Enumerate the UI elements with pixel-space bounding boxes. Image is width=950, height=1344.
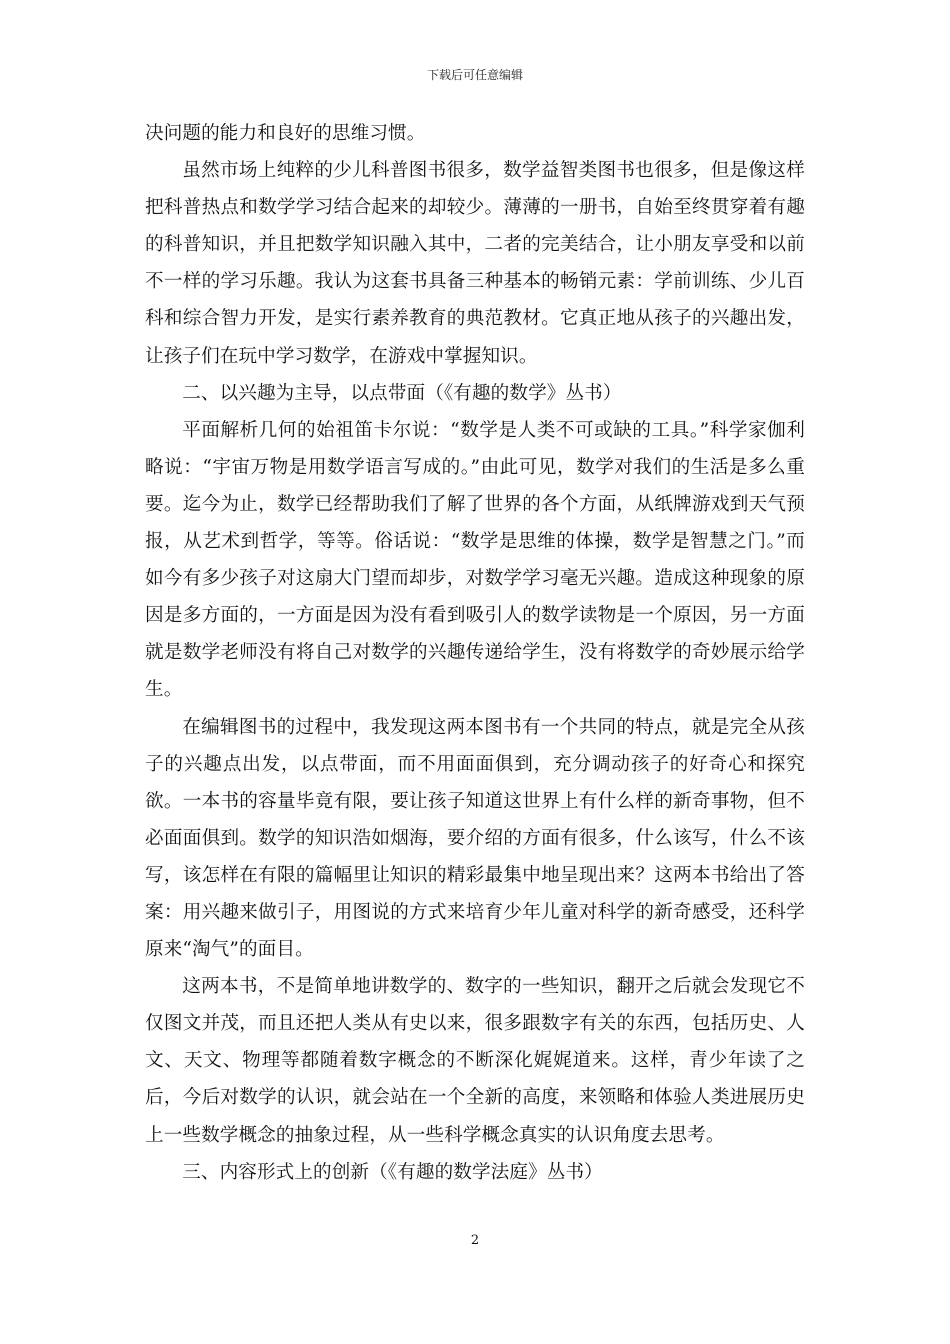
paragraph: 虽然市场上纯粹的少儿科普图书很多，数学益智类图书也很多，但是像这样把科普热点和数学学习结合起来的却较少。薄薄的一册书，自始至终贯穿着有趣的科普知识，并且把数学知识融入其中，二者的完美结合，让小朋友享受和以前不一样的学习乐趣。我认为这套书具备三种基本的畅销元素：学前训练、少儿百科和综合智力开发，是实行素养教育的典范教材。它真正地从孩子的兴趣出发，让孩子们在玩中学习数学，在游戏中掌握知识。	[145, 160, 805, 367]
paragraph: 在编辑图书的过程中，我发现这两本图书有一个共同的特点，就是完全从孩子的兴趣点出发，以点带面，而不用面面俱到，充分调动孩子的好奇心和探究欲。一本书的容量毕竟有限，要让孩子知道这世界上有什么样的新奇事物，但不必面面俱到。数学的知识浩如烟海，要介绍的方面有很多，什么该写，什么不该写，该怎样在有限的篇幅里让知识的精彩最集中地呈现出来？这两本书给出了答案：用兴趣来做引子，用图说的方式来培育少年儿童对科学的新奇感受，还科学原来“淘气”的面目。	[145, 716, 805, 961]
section-heading: 三、内容形式上的创新（《有趣的数学法庭》丛书）	[182, 1161, 603, 1183]
section-heading: 二、以兴趣为主导，以点带面（《有趣的数学》丛书）	[182, 382, 622, 404]
paragraph: 平面解析几何的始祖笛卡尔说：“数学是人类不可或缺的工具。”科学家伽利略说：“宇宙万物是用数学语言写成的。”由此可见，数学对我们的生活是多么重要。迄今为止，数学已经帮助我们了解了世界的各个方面，从纸牌游戏到天气预报，从艺术到哲学，等等。俗话说：“数学是思维的体操，数学是智慧之门。”而如今有多少孩子对这扇大门望而却步，对数学学习毫无兴趣。造成这种现象的原因是多方面的，一方面是因为没有看到吸引人的数学读物是一个原因，另一方面就是数学老师没有将自己对数学的兴趣传递给学生，没有将数学的奇妙展示给学生。	[145, 419, 805, 701]
document-body	[145, 115, 805, 1191]
paragraph-continuation: 决问题的能力和良好的思维习惯。	[145, 123, 426, 144]
paragraph: 这两本书，不是简单地讲数学的、数字的一些知识，翻开之后就会发现它不仅图文并茂，而且还把人类从有史以来，很多跟数字有关的东西，包括历史、人文、天文、物理等都随着数字概念的不断深化娓娓道来。这样，青少年读了之后，今后对数学的认识，就会站在一个全新的高度，来领略和体验人类进展历史上一些数学概念的抽象过程，从一些科学概念真实的认识角度去思考。	[145, 976, 805, 1146]
page-number: 2	[470, 1233, 480, 1248]
page-header-note: 下载后可任意编辑	[426, 68, 523, 82]
